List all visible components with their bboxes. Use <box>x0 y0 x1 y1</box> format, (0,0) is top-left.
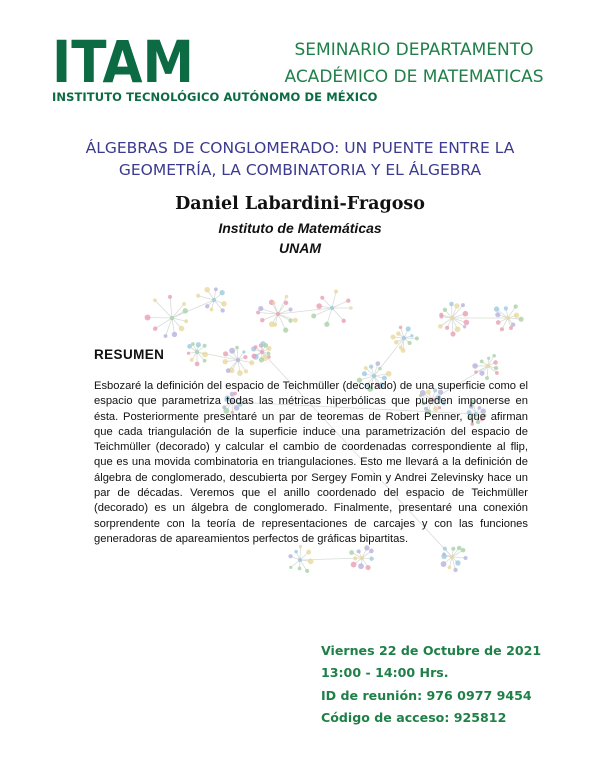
graph-node <box>358 563 364 569</box>
graph-node <box>222 359 227 364</box>
graph-node <box>244 369 248 373</box>
graph-node <box>406 326 411 331</box>
graph-node <box>237 370 243 376</box>
graph-node <box>353 556 357 560</box>
graph-node <box>203 359 207 363</box>
graph-node <box>450 555 454 559</box>
graph-node <box>445 326 449 330</box>
graph-node <box>153 326 158 331</box>
graph-node <box>267 351 271 355</box>
graph-node <box>441 561 447 567</box>
graph-node <box>305 569 309 573</box>
graph-node <box>289 308 293 312</box>
graph-node <box>509 326 513 330</box>
graph-node <box>500 327 504 331</box>
graph-node <box>243 355 247 359</box>
graph-node <box>342 319 346 323</box>
graph-node <box>187 352 190 355</box>
graph-node <box>293 318 298 323</box>
graph-node <box>514 313 519 318</box>
graph-node <box>226 368 231 373</box>
graph-node <box>372 374 376 378</box>
graph-node <box>221 308 225 312</box>
graph-node <box>182 302 186 306</box>
graph-node <box>236 358 240 362</box>
graph-node <box>172 332 177 337</box>
graph-node <box>219 290 224 295</box>
graph-node <box>191 342 195 346</box>
speaker-affiliation: Instituto de Matemáticas <box>218 220 382 236</box>
graph-node <box>202 352 208 358</box>
graph-node <box>438 324 443 329</box>
graph-node <box>260 350 264 354</box>
event-date: Viernes 22 de Octubre de 2021 <box>321 643 542 658</box>
graph-node <box>464 556 468 560</box>
graph-node <box>283 327 288 332</box>
graph-node <box>294 550 298 554</box>
graph-node <box>494 366 498 370</box>
graph-node <box>394 340 399 345</box>
graph-node <box>254 345 258 349</box>
speaker-name: Daniel Labardini-Fragoso <box>175 194 425 214</box>
graph-node <box>386 371 392 377</box>
graph-node <box>203 344 207 348</box>
abstract-text: Esbozaré la definición del espacio de Teichmüller (decorado) de una superficie como el espacio que parametriza todas las métricas hiperbólicas que pueden imponerse en ésta. Posteriormente presentaré un par de teoremas de Robert Penner, que afirman que cada triangulación de la superficie induce una parametrización del espacio de Teichmüller (decorado) y calcular el cambio de coordenadas correspondiente al flip, que es una movida combinatoria en triangulaciones. Esto me llevará a la definición de álgebra de conglomerado, descubierta por Sergey Fomin y Andrei Zelevinsky hace un par de décadas. Veremos que el anillo coordenado del espacio de Teichmüller (decorado) es un álgebra de conglomerado. Finalmente, presentaré una conexión sorprendente con la teoría de representaciones de carcajes y con las funciones generadoras de apareamientos perfectos de gráficas bipartitas. <box>94 380 528 545</box>
graph-node <box>320 296 324 300</box>
graph-node <box>399 326 402 329</box>
graph-node <box>513 304 517 308</box>
graph-node <box>410 334 413 337</box>
graph-node <box>450 316 454 320</box>
graph-node <box>360 556 364 560</box>
graph-node <box>258 306 263 311</box>
graph-node <box>210 308 214 312</box>
graph-node <box>267 346 272 351</box>
graph-node <box>479 371 484 376</box>
graph-node <box>269 321 275 327</box>
graph-node <box>480 360 484 364</box>
graph-node <box>495 312 500 317</box>
graph-node <box>229 348 235 354</box>
graph-node <box>260 318 265 323</box>
graph-node <box>324 322 329 327</box>
graph-node <box>408 341 412 345</box>
graph-node <box>164 334 168 338</box>
graph-node <box>190 358 194 362</box>
graph-node <box>472 363 478 369</box>
graph-node <box>519 317 524 322</box>
meeting-id: ID de reunión: 976 0977 9454 <box>321 688 532 703</box>
graph-node <box>375 361 380 366</box>
graph-node <box>463 311 469 317</box>
graph-node <box>205 304 209 308</box>
seminar-title-line2: ACADÉMICO DE MATEMATICAS <box>284 67 544 87</box>
graph-node <box>183 308 188 313</box>
event-time: 13:00 - 14:00 Hrs. <box>321 665 449 680</box>
graph-node <box>357 549 361 553</box>
graph-node <box>214 287 218 291</box>
graph-node <box>195 362 200 367</box>
graph-node <box>454 303 459 308</box>
abstract-heading: RESUMEN <box>94 347 165 362</box>
graph-node <box>504 306 508 310</box>
graph-node <box>249 360 254 365</box>
graph-node <box>453 568 457 572</box>
graph-node <box>378 367 382 371</box>
graph-node <box>396 331 401 336</box>
institution-name: INSTITUTO TECNOLÓGICO AUTÓNOMO DE MÉXICO <box>52 90 378 104</box>
graph-node <box>170 316 174 320</box>
graph-node <box>289 566 292 569</box>
speaker-university: UNAM <box>279 240 321 256</box>
graph-node <box>487 357 490 360</box>
graph-node <box>443 308 447 312</box>
graph-node <box>349 550 354 555</box>
graph-node <box>362 371 367 376</box>
graph-node <box>369 557 373 561</box>
graph-node <box>316 303 322 309</box>
graph-node <box>364 366 368 370</box>
graph-node <box>474 370 477 373</box>
graph-node <box>455 560 460 565</box>
graph-node <box>463 320 469 326</box>
graph-node <box>235 346 239 350</box>
graph-node <box>448 566 452 570</box>
graph-node <box>334 289 338 293</box>
graph-node <box>196 294 200 298</box>
access-code: Código de acceso: 925812 <box>321 710 507 725</box>
graph-node <box>196 342 201 347</box>
graph-node <box>259 357 264 362</box>
graph-node <box>461 303 465 307</box>
graph-node <box>493 360 498 365</box>
graph-node <box>351 562 357 568</box>
graph-node <box>184 319 188 323</box>
graph-node <box>349 306 352 309</box>
graph-node <box>242 350 245 353</box>
seminar-title-line1: SEMINARIO DEPARTAMENTO <box>294 40 534 60</box>
talk-title-line1: ÁLGEBRAS DE CONGLOMERADO: UN PUENTE ENTRE LA <box>85 139 515 157</box>
graph-node <box>298 567 302 571</box>
graph-node <box>463 325 466 328</box>
graph-node <box>311 314 316 319</box>
graph-node <box>179 326 185 332</box>
talk-title-line2: GEOMETRÍA, LA COMBINATORIA Y EL ÁLGEBRA <box>118 161 482 179</box>
graph-node <box>442 552 445 555</box>
graph-node <box>415 336 419 340</box>
graph-node <box>366 565 371 570</box>
graph-node <box>288 319 292 323</box>
graph-node <box>298 558 302 562</box>
graph-node <box>221 301 227 307</box>
graph-node <box>369 549 374 554</box>
graph-node <box>284 301 289 306</box>
graph-node <box>212 298 216 302</box>
graph-node <box>461 548 466 553</box>
graph-node <box>494 306 499 311</box>
graph-node <box>450 331 455 336</box>
graph-node <box>369 364 373 368</box>
graph-node <box>402 336 406 340</box>
graph-node <box>306 550 311 555</box>
graph-node <box>506 316 510 320</box>
itam-logo-text: ITAM <box>52 28 194 96</box>
graph-node <box>223 351 228 356</box>
graph-node <box>391 335 396 340</box>
graph-node <box>204 287 210 293</box>
graph-node <box>330 306 334 310</box>
graph-node <box>256 311 260 315</box>
graph-node <box>276 312 280 316</box>
graph-node <box>168 295 172 299</box>
graph-node <box>399 346 403 350</box>
graph-node <box>455 326 461 332</box>
graph-node <box>486 364 490 368</box>
graph-node <box>308 558 314 564</box>
graph-node <box>449 302 454 307</box>
graph-node <box>145 315 151 321</box>
graph-node <box>288 554 292 558</box>
graph-node <box>439 313 443 317</box>
graph-node <box>272 301 275 304</box>
graph-node <box>495 371 499 375</box>
graph-node <box>251 354 256 359</box>
graph-node <box>492 354 496 358</box>
graph-node <box>346 298 350 302</box>
graph-node <box>451 547 455 551</box>
graph-node <box>496 320 501 325</box>
graph-node <box>153 298 157 302</box>
graph-node <box>285 295 289 299</box>
graph-node <box>195 350 199 354</box>
